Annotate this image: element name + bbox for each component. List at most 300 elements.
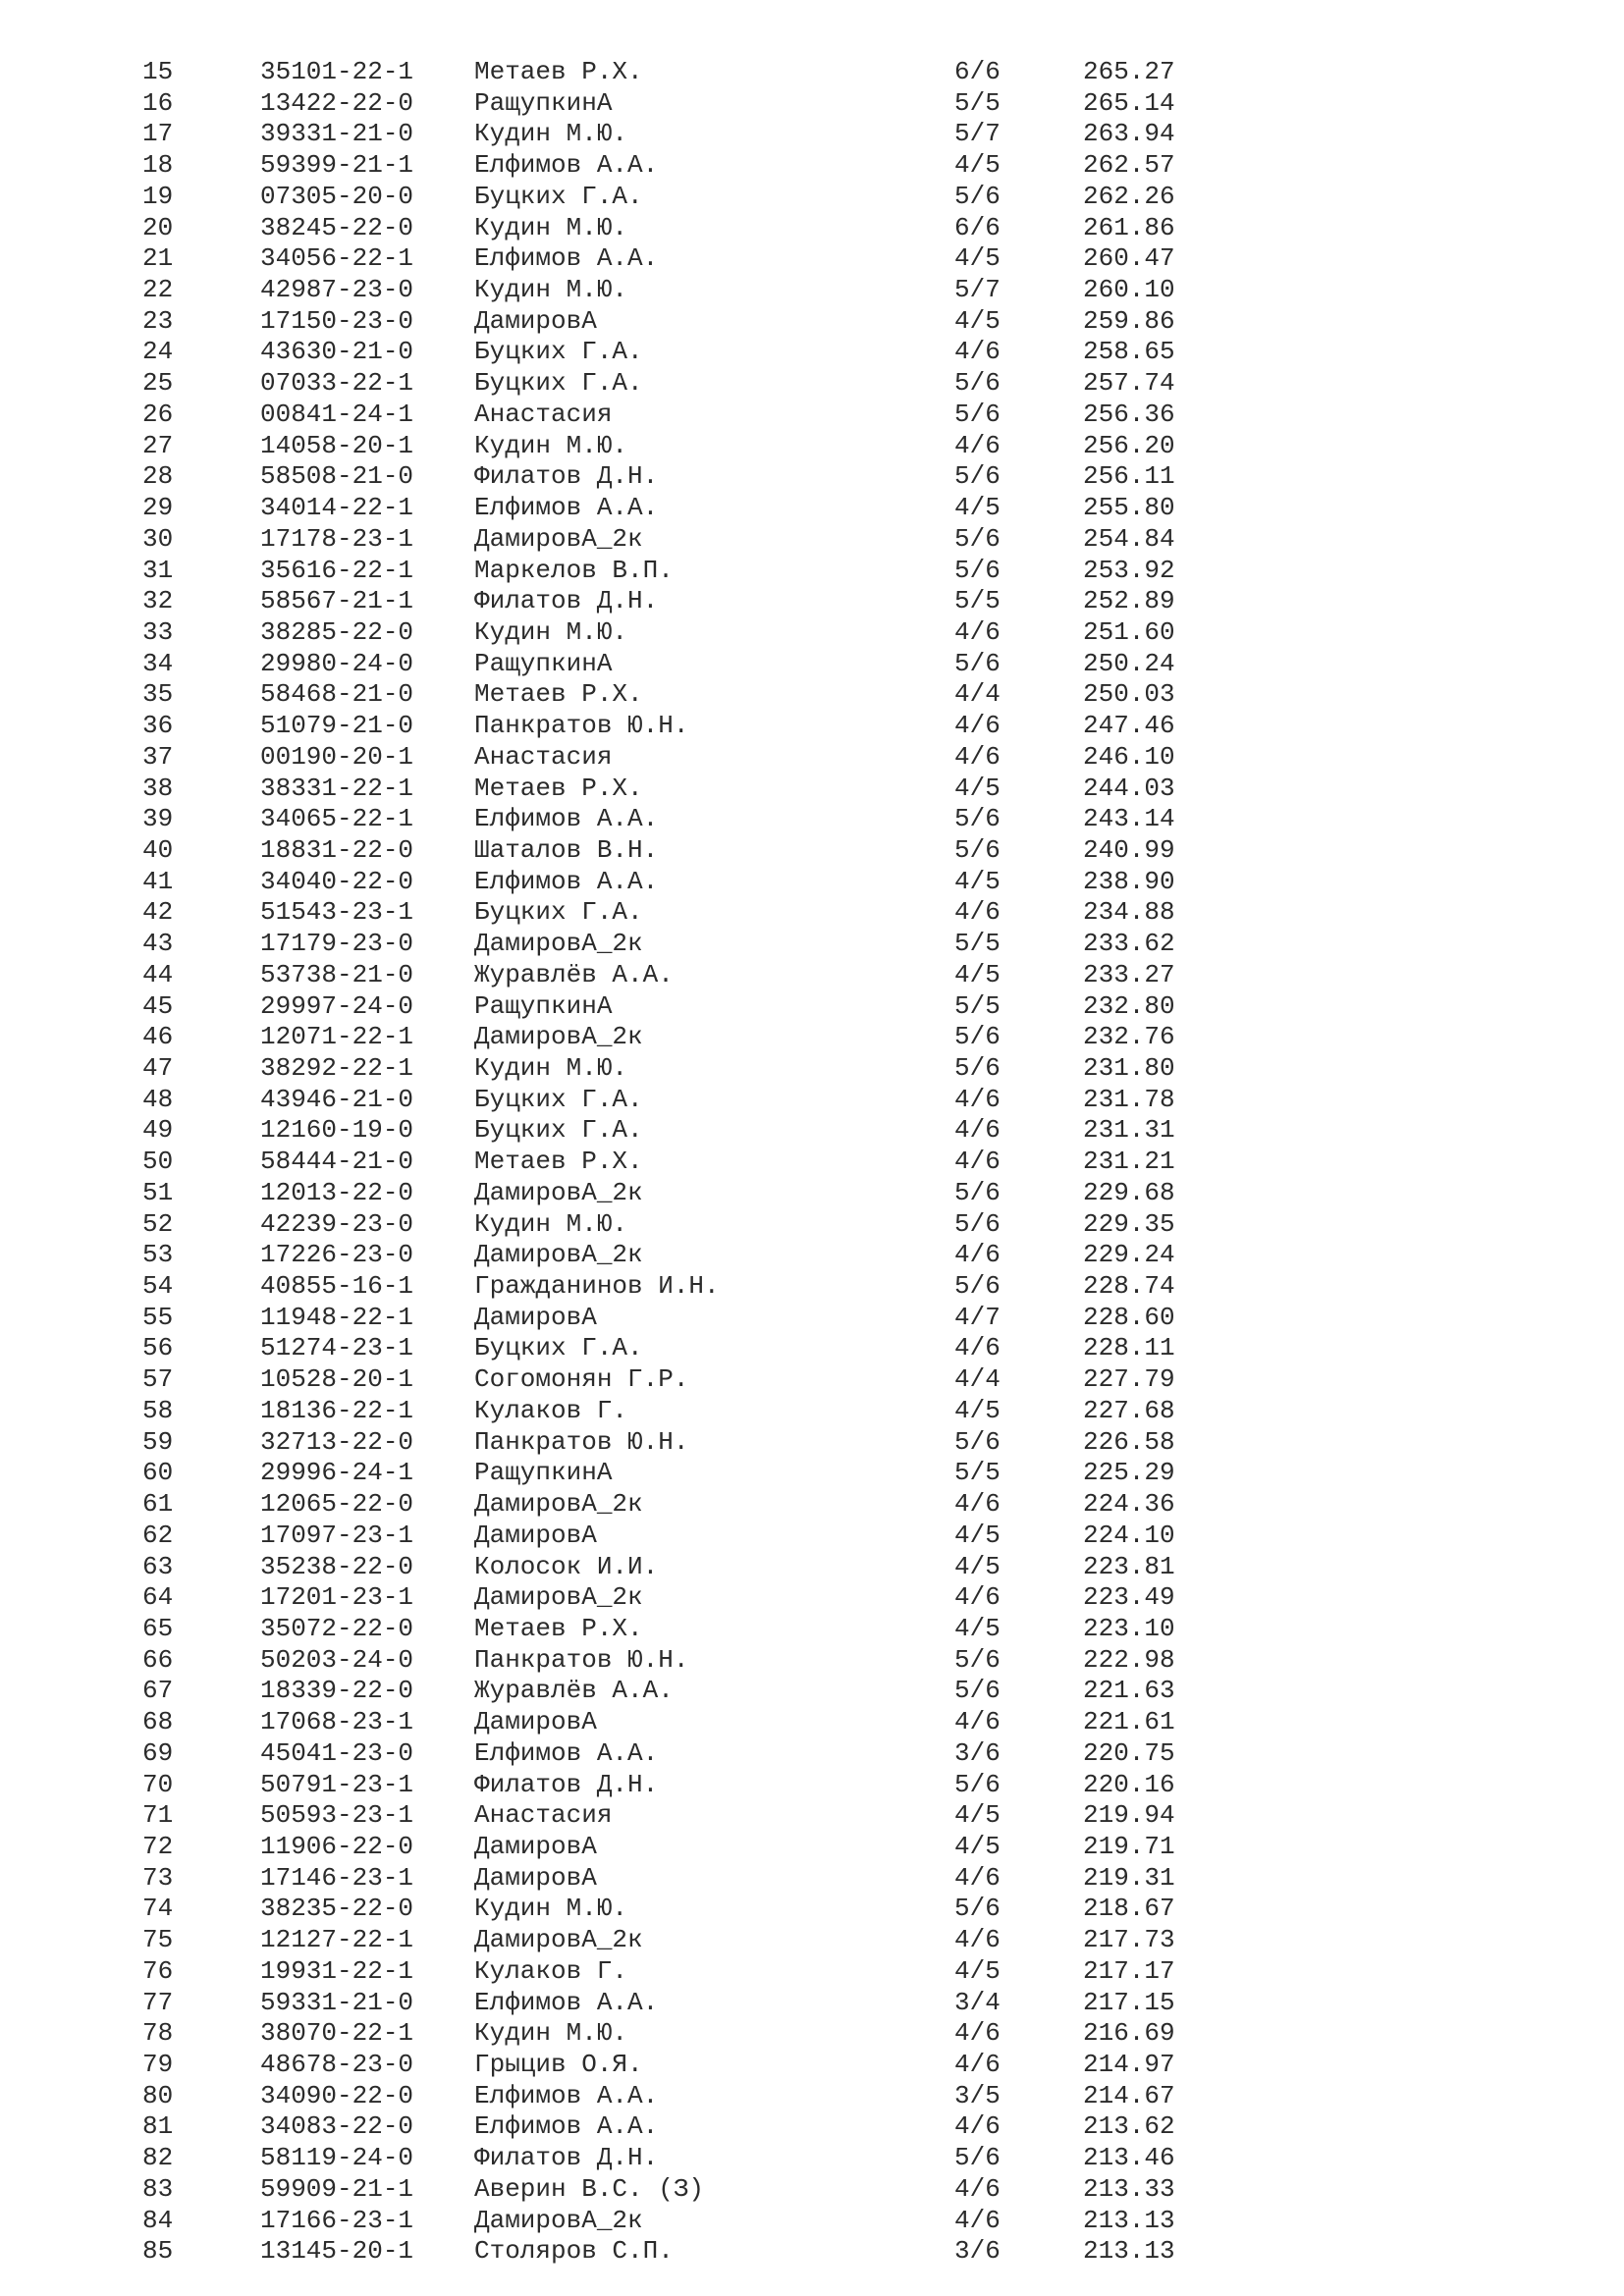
table-row — [0, 1333, 1624, 1364]
id-cell: 12013-22-0 — [260, 1177, 414, 1207]
name-cell: Панкратов Ю.Н. — [474, 711, 689, 741]
name-cell: Грыцив О.Я. — [474, 2050, 643, 2079]
score-cell: 222.98 — [1083, 1644, 1175, 1675]
score-cell: 232.80 — [1083, 990, 1175, 1021]
rank-cell: 18 — [142, 150, 174, 181]
score-cell: 238.90 — [1083, 866, 1175, 896]
score-cell: 262.26 — [1083, 181, 1175, 211]
rank-cell: 17 — [142, 119, 174, 149]
name-cell: Елфимов А.А. — [474, 493, 659, 523]
table-row — [0, 1988, 1624, 2019]
ratio-cell: 4/5 — [954, 243, 1001, 274]
id-cell: 58444-21-0 — [260, 1147, 414, 1177]
name-cell: Елфимов А.А. — [474, 243, 659, 274]
score-cell: 213.62 — [1083, 2111, 1175, 2142]
name-cell: Кудин М.Ю. — [474, 616, 628, 647]
id-cell: 11906-22-0 — [260, 1831, 414, 1861]
name-cell: ДамировА — [474, 305, 597, 336]
score-cell: 224.10 — [1083, 1520, 1175, 1550]
table-row — [0, 1582, 1624, 1614]
score-cell: 265.27 — [1083, 57, 1175, 86]
rank-cell: 42 — [142, 897, 174, 928]
name-cell: Елфимов А.А. — [474, 1987, 659, 2017]
rank-cell: 35 — [142, 679, 174, 710]
name-cell: ДамировА_2к — [474, 1582, 643, 1613]
name-cell: ДамировА — [474, 1520, 597, 1550]
id-cell: 58119-24-0 — [260, 2143, 414, 2173]
id-cell: 12127-22-1 — [260, 1925, 414, 1955]
table-row — [0, 306, 1624, 338]
table-row — [0, 804, 1624, 835]
name-cell: Шаталов В.Н. — [474, 834, 659, 865]
ratio-cell: 5/6 — [954, 523, 1001, 554]
name-cell: Филатов Д.Н. — [474, 1769, 659, 1799]
table-row — [0, 1364, 1624, 1396]
id-cell: 48678-23-0 — [260, 2050, 414, 2079]
table-row — [0, 1521, 1624, 1552]
ratio-cell: 5/6 — [954, 1676, 1001, 1706]
id-cell: 00190-20-1 — [260, 741, 414, 772]
name-cell: Кудин М.Ю. — [474, 1894, 628, 1924]
name-cell: РащупкинА — [474, 1458, 613, 1488]
rank-cell: 25 — [142, 368, 174, 399]
rank-cell: 39 — [142, 804, 174, 834]
id-cell: 19931-22-1 — [260, 1955, 414, 1986]
table-row — [0, 368, 1624, 400]
rank-cell: 65 — [142, 1613, 174, 1643]
table-row — [0, 243, 1624, 275]
ratio-cell: 4/6 — [954, 1925, 1001, 1955]
ratio-cell: 4/6 — [954, 711, 1001, 741]
ratio-cell: 4/5 — [954, 1395, 1001, 1425]
score-cell: 219.94 — [1083, 1800, 1175, 1831]
score-cell: 213.46 — [1083, 2143, 1175, 2173]
score-cell: 219.71 — [1083, 1831, 1175, 1861]
id-cell: 34014-22-1 — [260, 493, 414, 523]
name-cell: ДамировА — [474, 1862, 597, 1893]
score-cell: 228.74 — [1083, 1271, 1175, 1302]
table-row — [0, 1956, 1624, 1988]
rank-cell: 63 — [142, 1551, 174, 1581]
rank-cell: 47 — [142, 1053, 174, 1083]
score-cell: 228.60 — [1083, 1302, 1175, 1332]
table-row — [0, 1676, 1624, 1707]
id-cell: 38292-22-1 — [260, 1053, 414, 1083]
name-cell: Метаев Р.Х. — [474, 57, 643, 86]
name-cell: Елфимов А.А. — [474, 150, 659, 181]
score-cell: 227.68 — [1083, 1395, 1175, 1425]
rank-cell: 24 — [142, 337, 174, 367]
rank-cell: 26 — [142, 399, 174, 429]
ratio-cell: 5/6 — [954, 804, 1001, 834]
table-row — [0, 1894, 1624, 1925]
score-cell: 263.94 — [1083, 119, 1175, 149]
ratio-cell: 5/6 — [954, 1271, 1001, 1302]
ratio-cell: 4/6 — [954, 2018, 1001, 2049]
score-cell: 265.14 — [1083, 87, 1175, 118]
table-row — [0, 524, 1624, 556]
table-row — [0, 2174, 1624, 2206]
table-row — [0, 1240, 1624, 1271]
ratio-cell: 3/6 — [954, 2236, 1001, 2267]
rank-cell: 82 — [142, 2143, 174, 2173]
table-row — [0, 1645, 1624, 1677]
table-row — [0, 150, 1624, 182]
table-row — [0, 400, 1624, 431]
rank-cell: 57 — [142, 1364, 174, 1395]
name-cell: Буцких Г.А. — [474, 897, 643, 928]
rank-cell: 55 — [142, 1302, 174, 1332]
rank-cell: 59 — [142, 1426, 174, 1457]
table-row — [0, 1085, 1624, 1116]
rank-cell: 72 — [142, 1831, 174, 1861]
name-cell: Гражданинов И.Н. — [474, 1271, 720, 1302]
id-cell: 32713-22-0 — [260, 1426, 414, 1457]
score-cell: 256.36 — [1083, 399, 1175, 429]
rank-cell: 58 — [142, 1395, 174, 1425]
table-row — [0, 2050, 1624, 2081]
ratio-cell: 4/6 — [954, 1489, 1001, 1520]
score-cell: 233.62 — [1083, 929, 1175, 959]
score-cell: 228.11 — [1083, 1333, 1175, 1363]
name-cell: Филатов Д.Н. — [474, 2143, 659, 2173]
id-cell: 13145-20-1 — [260, 2236, 414, 2267]
score-cell: 231.78 — [1083, 1084, 1175, 1114]
score-cell: 252.89 — [1083, 586, 1175, 616]
id-cell: 07033-22-1 — [260, 368, 414, 399]
name-cell: Журавлёв А.А. — [474, 1676, 674, 1706]
ratio-cell: 4/5 — [954, 1613, 1001, 1643]
name-cell: Елфимов А.А. — [474, 1737, 659, 1768]
name-cell: ДамировА — [474, 1302, 597, 1332]
ratio-cell: 6/6 — [954, 212, 1001, 242]
ratio-cell: 5/6 — [954, 1022, 1001, 1052]
rank-cell: 74 — [142, 1894, 174, 1924]
rank-cell: 75 — [142, 1925, 174, 1955]
name-cell: ДамировА_2к — [474, 523, 643, 554]
table-row — [0, 1800, 1624, 1832]
score-cell: 224.36 — [1083, 1489, 1175, 1520]
id-cell: 12160-19-0 — [260, 1115, 414, 1146]
ratio-cell: 4/6 — [954, 1240, 1001, 1270]
name-cell: Буцких Г.А. — [474, 181, 643, 211]
score-cell: 217.15 — [1083, 1987, 1175, 2017]
id-cell: 59331-21-0 — [260, 1987, 414, 2017]
score-cell: 256.11 — [1083, 461, 1175, 492]
table-row — [0, 1427, 1624, 1459]
name-cell: Кудин М.Ю. — [474, 1208, 628, 1239]
id-cell: 38331-22-1 — [260, 773, 414, 803]
ratio-cell: 5/5 — [954, 929, 1001, 959]
rank-cell: 68 — [142, 1707, 174, 1737]
name-cell: Метаев Р.Х. — [474, 773, 643, 803]
name-cell: Кудин М.Ю. — [474, 1053, 628, 1083]
table-row — [0, 1303, 1624, 1334]
id-cell: 29997-24-0 — [260, 990, 414, 1021]
table-row — [0, 2018, 1624, 2050]
name-cell: Кудин М.Ю. — [474, 2018, 628, 2049]
ratio-cell: 5/6 — [954, 1769, 1001, 1799]
score-cell: 257.74 — [1083, 368, 1175, 399]
name-cell: ДамировА_2к — [474, 929, 643, 959]
score-cell: 244.03 — [1083, 773, 1175, 803]
rank-cell: 43 — [142, 929, 174, 959]
id-cell: 17179-23-0 — [260, 929, 414, 959]
table-row — [0, 213, 1624, 244]
ratio-cell: 5/6 — [954, 461, 1001, 492]
ratio-cell: 4/6 — [954, 1862, 1001, 1893]
rank-cell: 45 — [142, 990, 174, 1021]
ratio-cell: 5/6 — [954, 648, 1001, 678]
id-cell: 35616-22-1 — [260, 555, 414, 585]
id-cell: 50791-23-1 — [260, 1769, 414, 1799]
table-row — [0, 1147, 1624, 1178]
name-cell: Столяров С.П. — [474, 2236, 674, 2267]
ratio-cell: 4/5 — [954, 1831, 1001, 1861]
id-cell: 59399-21-1 — [260, 150, 414, 181]
score-cell: 213.13 — [1083, 2205, 1175, 2235]
id-cell: 38285-22-0 — [260, 616, 414, 647]
name-cell: ДамировА_2к — [474, 1177, 643, 1207]
score-cell: 227.79 — [1083, 1364, 1175, 1395]
rank-cell: 79 — [142, 2050, 174, 2079]
id-cell: 18831-22-0 — [260, 834, 414, 865]
id-cell: 29980-24-0 — [260, 648, 414, 678]
name-cell: ДамировА_2к — [474, 2205, 643, 2235]
id-cell: 38070-22-1 — [260, 2018, 414, 2049]
table-row — [0, 88, 1624, 120]
name-cell: Елфимов А.А. — [474, 804, 659, 834]
rank-cell: 33 — [142, 616, 174, 647]
rank-cell: 76 — [142, 1955, 174, 1986]
ratio-cell: 4/6 — [954, 741, 1001, 772]
table-row — [0, 1053, 1624, 1085]
rank-cell: 40 — [142, 834, 174, 865]
table-row — [0, 897, 1624, 929]
rank-cell: 30 — [142, 523, 174, 554]
name-cell: Анастасия — [474, 1800, 613, 1831]
rank-cell: 64 — [142, 1582, 174, 1613]
score-cell: 214.97 — [1083, 2050, 1175, 2079]
table-row — [0, 679, 1624, 711]
name-cell: Панкратов Ю.Н. — [474, 1644, 689, 1675]
rank-cell: 22 — [142, 275, 174, 305]
id-cell: 58508-21-0 — [260, 461, 414, 492]
score-cell: 225.29 — [1083, 1458, 1175, 1488]
table-row — [0, 2143, 1624, 2174]
id-cell: 35101-22-1 — [260, 57, 414, 86]
score-cell: 246.10 — [1083, 741, 1175, 772]
rank-cell: 60 — [142, 1458, 174, 1488]
table-row — [0, 1115, 1624, 1147]
id-cell: 17146-23-1 — [260, 1862, 414, 1893]
table-row — [0, 991, 1624, 1023]
id-cell: 13422-22-0 — [260, 87, 414, 118]
table-row — [0, 1707, 1624, 1738]
score-cell: 260.47 — [1083, 243, 1175, 274]
name-cell: РащупкинА — [474, 648, 613, 678]
name-cell: Елфимов А.А. — [474, 866, 659, 896]
name-cell: Кулаков Г. — [474, 1395, 628, 1425]
table-row — [0, 1552, 1624, 1583]
name-cell: Анастасия — [474, 741, 613, 772]
rank-cell: 19 — [142, 181, 174, 211]
rank-cell: 23 — [142, 305, 174, 336]
id-cell: 51543-23-1 — [260, 897, 414, 928]
name-cell: Кудин М.Ю. — [474, 275, 628, 305]
rank-cell: 27 — [142, 430, 174, 460]
table-row — [0, 835, 1624, 867]
ratio-cell: 5/7 — [954, 275, 1001, 305]
ratio-cell: 4/5 — [954, 959, 1001, 989]
table-row — [0, 556, 1624, 587]
rank-cell: 41 — [142, 866, 174, 896]
name-cell: РащупкинА — [474, 87, 613, 118]
rank-cell: 84 — [142, 2205, 174, 2235]
score-cell: 226.58 — [1083, 1426, 1175, 1457]
rank-cell: 66 — [142, 1644, 174, 1675]
table-row — [0, 337, 1624, 368]
rank-cell: 53 — [142, 1240, 174, 1270]
rank-cell: 50 — [142, 1147, 174, 1177]
table-row — [0, 182, 1624, 213]
ratio-cell: 4/6 — [954, 1707, 1001, 1737]
table-row — [0, 461, 1624, 493]
rank-cell: 49 — [142, 1115, 174, 1146]
table-row — [0, 275, 1624, 306]
ratio-cell: 4/4 — [954, 1364, 1001, 1395]
ratio-cell: 5/5 — [954, 586, 1001, 616]
table-row — [0, 1458, 1624, 1489]
name-cell: Елфимов А.А. — [474, 2111, 659, 2142]
score-cell: 219.31 — [1083, 1862, 1175, 1893]
name-cell: Анастасия — [474, 399, 613, 429]
ratio-cell: 4/5 — [954, 305, 1001, 336]
rank-cell: 80 — [142, 2080, 174, 2110]
name-cell: ДамировА — [474, 1831, 597, 1861]
score-cell: 233.27 — [1083, 959, 1175, 989]
ratio-cell: 4/6 — [954, 1147, 1001, 1177]
id-cell: 38245-22-0 — [260, 212, 414, 242]
rank-cell: 46 — [142, 1022, 174, 1052]
ratio-cell: 3/4 — [954, 1987, 1001, 2017]
name-cell: ДамировА_2к — [474, 1489, 643, 1520]
ratio-cell: 4/5 — [954, 493, 1001, 523]
table-row — [0, 1832, 1624, 1863]
table-row — [0, 1209, 1624, 1241]
score-cell: 213.33 — [1083, 2173, 1175, 2204]
score-cell: 217.17 — [1083, 1955, 1175, 1986]
name-cell: Маркелов В.П. — [474, 555, 674, 585]
name-cell: Панкратов Ю.Н. — [474, 1426, 689, 1457]
score-cell: 250.24 — [1083, 648, 1175, 678]
table-row — [0, 711, 1624, 742]
rank-cell: 21 — [142, 243, 174, 274]
ratio-cell: 4/5 — [954, 866, 1001, 896]
rank-cell: 62 — [142, 1520, 174, 1550]
table-row — [0, 1489, 1624, 1521]
name-cell: Филатов Д.Н. — [474, 461, 659, 492]
ratio-cell: 4/6 — [954, 616, 1001, 647]
ratio-cell: 3/6 — [954, 1737, 1001, 1768]
id-cell: 42239-23-0 — [260, 1208, 414, 1239]
name-cell: Буцких Г.А. — [474, 337, 643, 367]
id-cell: 50203-24-0 — [260, 1644, 414, 1675]
score-cell: 218.67 — [1083, 1894, 1175, 1924]
id-cell: 07305-20-0 — [260, 181, 414, 211]
id-cell: 34083-22-0 — [260, 2111, 414, 2142]
results-table — [0, 57, 1624, 2268]
name-cell: Буцких Г.А. — [474, 368, 643, 399]
name-cell: Кудин М.Ю. — [474, 212, 628, 242]
table-row — [0, 960, 1624, 991]
score-cell: 258.65 — [1083, 337, 1175, 367]
score-cell: 255.80 — [1083, 493, 1175, 523]
rank-cell: 54 — [142, 1271, 174, 1302]
rank-cell: 78 — [142, 2018, 174, 2049]
table-row — [0, 119, 1624, 150]
id-cell: 43946-21-0 — [260, 1084, 414, 1114]
table-row — [0, 2081, 1624, 2112]
ratio-cell: 4/6 — [954, 1084, 1001, 1114]
rank-cell: 69 — [142, 1737, 174, 1768]
name-cell: Метаев Р.Х. — [474, 1147, 643, 1177]
rank-cell: 70 — [142, 1769, 174, 1799]
score-cell: 220.16 — [1083, 1769, 1175, 1799]
id-cell: 42987-23-0 — [260, 275, 414, 305]
name-cell: Метаев Р.Х. — [474, 1613, 643, 1643]
ratio-cell: 4/5 — [954, 150, 1001, 181]
ratio-cell: 4/6 — [954, 2173, 1001, 2204]
table-row — [0, 649, 1624, 680]
ratio-cell: 5/6 — [954, 1208, 1001, 1239]
rank-cell: 29 — [142, 493, 174, 523]
rank-cell: 34 — [142, 648, 174, 678]
table-row — [0, 1022, 1624, 1053]
id-cell: 17178-23-1 — [260, 523, 414, 554]
id-cell: 58468-21-0 — [260, 679, 414, 710]
id-cell: 12065-22-0 — [260, 1489, 414, 1520]
id-cell: 17068-23-1 — [260, 1707, 414, 1737]
name-cell: Журавлёв А.А. — [474, 959, 674, 989]
ratio-cell: 4/5 — [954, 1551, 1001, 1581]
ratio-cell: 5/6 — [954, 1053, 1001, 1083]
score-cell: 229.24 — [1083, 1240, 1175, 1270]
rank-cell: 16 — [142, 87, 174, 118]
ratio-cell: 4/6 — [954, 2050, 1001, 2079]
ratio-cell: 4/6 — [954, 1115, 1001, 1146]
score-cell: 220.75 — [1083, 1737, 1175, 1768]
rank-cell: 85 — [142, 2236, 174, 2267]
rank-cell: 73 — [142, 1862, 174, 1893]
ratio-cell: 5/6 — [954, 834, 1001, 865]
score-cell: 243.14 — [1083, 804, 1175, 834]
name-cell: РащупкинА — [474, 990, 613, 1021]
id-cell: 58567-21-1 — [260, 586, 414, 616]
ratio-cell: 5/6 — [954, 368, 1001, 399]
score-cell: 247.46 — [1083, 711, 1175, 741]
name-cell: Колосок И.И. — [474, 1551, 659, 1581]
ratio-cell: 5/7 — [954, 119, 1001, 149]
ratio-cell: 5/6 — [954, 1644, 1001, 1675]
score-cell: 221.61 — [1083, 1707, 1175, 1737]
id-cell: 12071-22-1 — [260, 1022, 414, 1052]
name-cell: Согомонян Г.Р. — [474, 1364, 689, 1395]
score-cell: 216.69 — [1083, 2018, 1175, 2049]
ratio-cell: 5/6 — [954, 2143, 1001, 2173]
rank-cell: 52 — [142, 1208, 174, 1239]
id-cell: 43630-21-0 — [260, 337, 414, 367]
